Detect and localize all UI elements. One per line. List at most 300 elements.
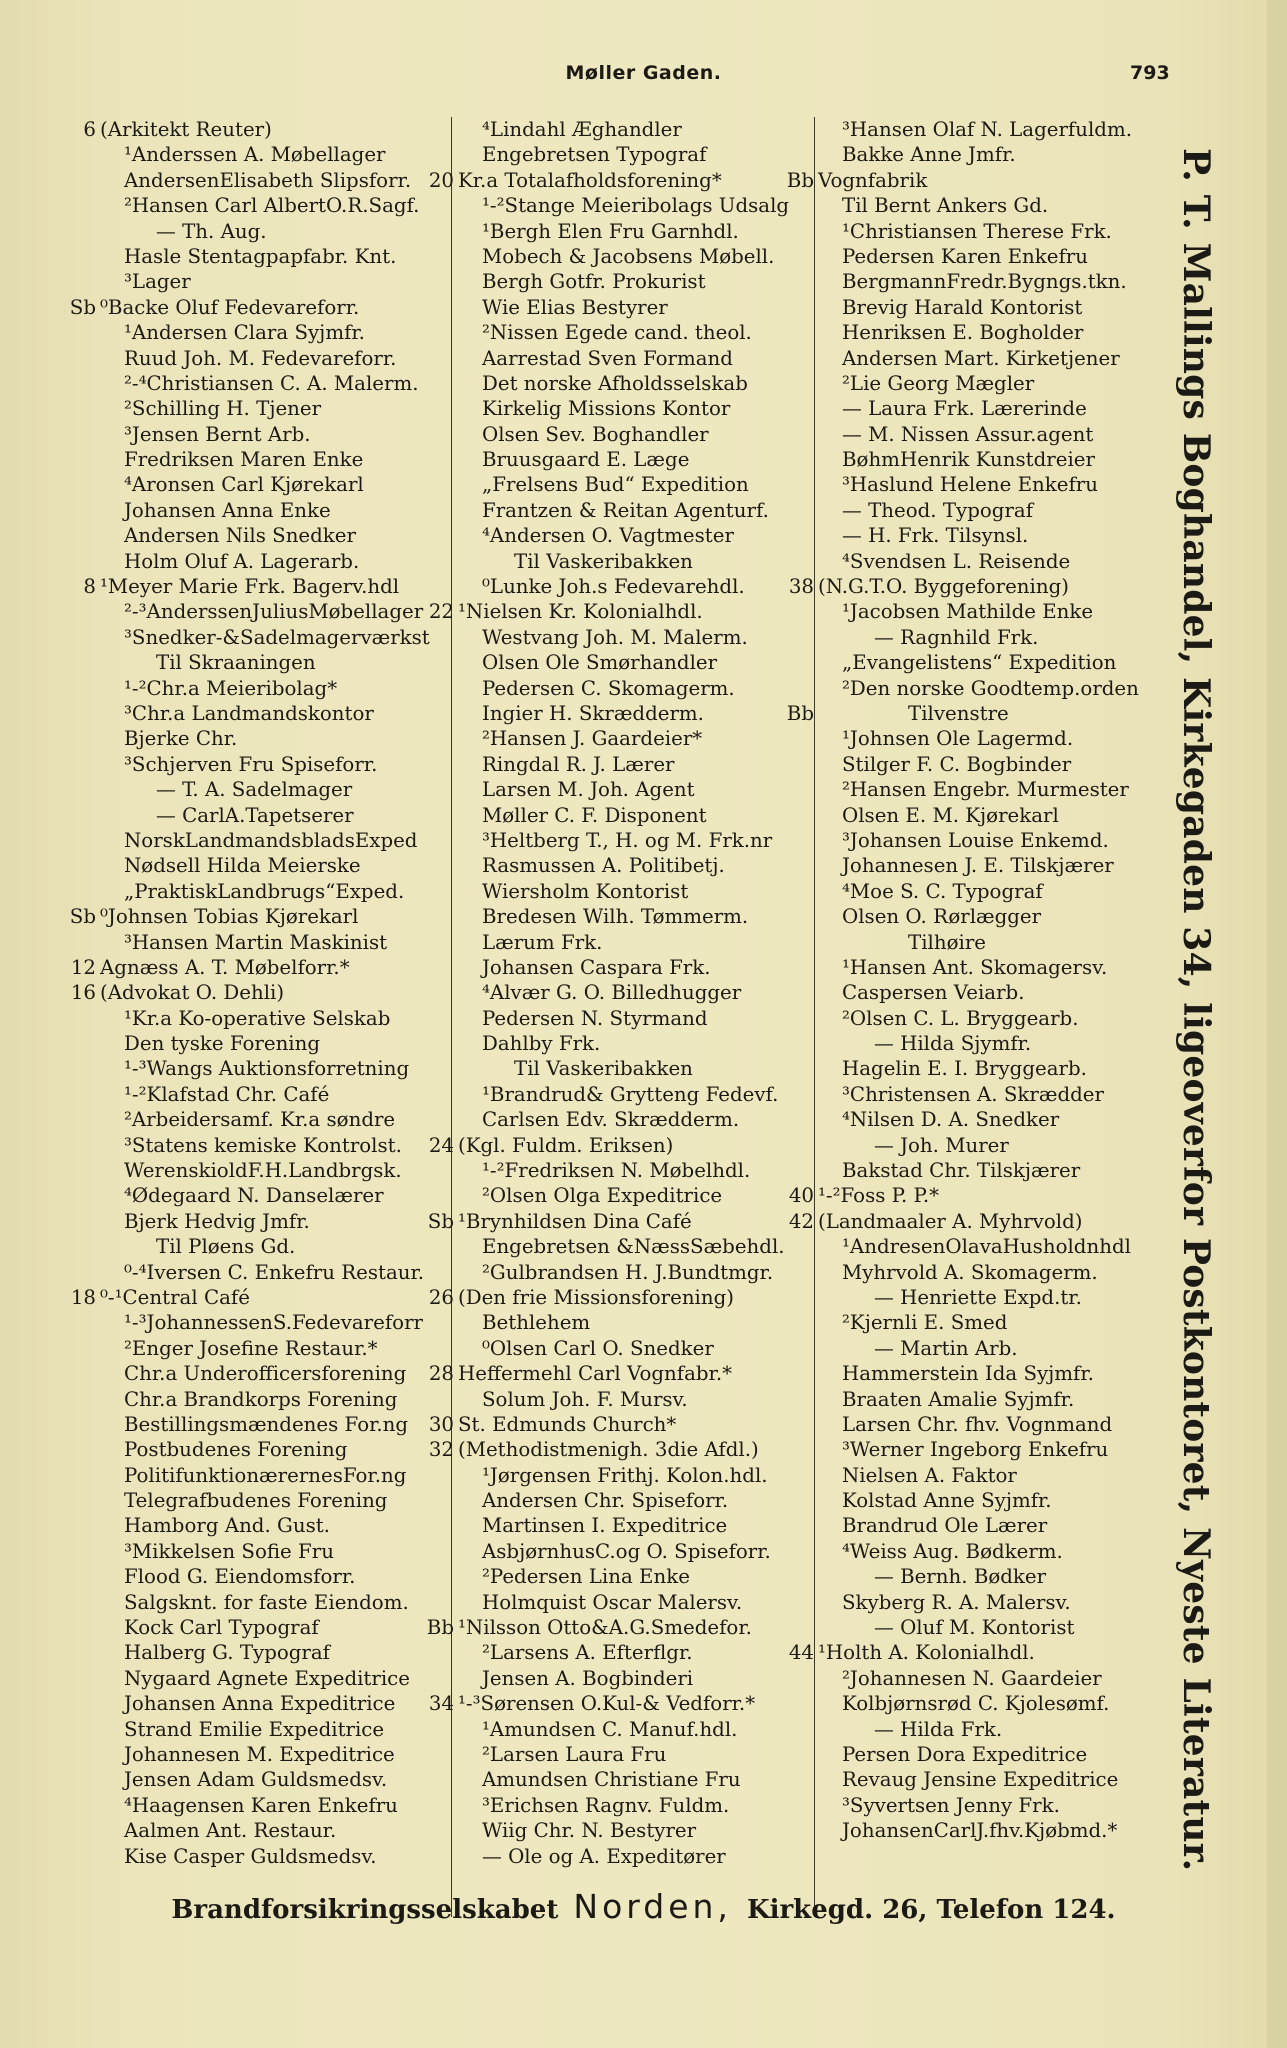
entry-text: Aalmen Ant. Restaur. — [124, 1819, 337, 1843]
directory-entry — [818, 295, 1174, 320]
entry-text: Andersen Mart. Kirketjener — [842, 346, 1120, 370]
entry-text: Kock Carl Typograf — [124, 1616, 319, 1640]
entry-text: Kolstad Anne Syjmfr. — [842, 1489, 1052, 1513]
directory-entry — [458, 142, 810, 167]
entry-text: ²Schilling H. Tjener — [124, 397, 322, 421]
directory-entry — [428, 1691, 810, 1716]
house-number: 34 — [428, 1692, 454, 1716]
entry-text: — Ragnhild Frk. — [874, 625, 1039, 649]
entry-text: ³Mikkelsen Sofie Fru — [124, 1539, 334, 1563]
directory-entry — [818, 1260, 1174, 1285]
entry-text: — M. Nissen Assur.agent — [842, 422, 1094, 446]
entry-text: Engebretsen &NæssSæbehdl. — [482, 1235, 785, 1259]
entry-text: Mobech & Jacobsens Møbell. — [482, 244, 775, 268]
entry-text: ¹Meyer Marie Frk. Bagerv.hdl — [100, 575, 400, 599]
entry-text: Brandrud Ole Lærer — [842, 1514, 1048, 1538]
house-number: 42 — [788, 1209, 814, 1233]
house-number: 28 — [428, 1362, 454, 1386]
entry-text: Wiig Chr. N. Bestyrer — [482, 1819, 697, 1843]
directory-entry — [458, 828, 810, 853]
directory-entry — [100, 422, 452, 447]
directory-entry — [458, 625, 810, 650]
directory-entry — [458, 879, 810, 904]
directory-entry — [818, 320, 1174, 345]
directory-entry — [818, 1031, 1174, 1056]
directory-entry — [458, 1742, 810, 1767]
entry-text: (Arkitekt Reuter) — [100, 118, 272, 141]
house-number: 22 — [428, 600, 454, 624]
entry-text: Stilger F. C. Bogbinder — [842, 752, 1072, 776]
directory-entry — [818, 523, 1174, 548]
directory-entry — [100, 346, 452, 371]
directory-entry — [458, 1234, 810, 1259]
entry-text: Til Vaskeribakken — [514, 1057, 693, 1081]
entry-text: Bethlehem — [482, 1311, 591, 1335]
directory-entry — [818, 904, 1174, 929]
entry-text: ¹Andersen Clara Syjmfr. — [124, 321, 365, 345]
entry-text: ⁴Ødegaard N. Danselærer — [124, 1184, 384, 1208]
entry-text: Johannesen M. Expeditrice — [124, 1743, 395, 1766]
directory-entry — [818, 1691, 1174, 1716]
directory-entry — [818, 625, 1174, 650]
entry-text: ²Larsen Laura Fru — [482, 1743, 667, 1766]
house-number: Bb — [426, 1616, 454, 1640]
entry-text: ³Hansen Martin Maskinist — [124, 930, 388, 954]
directory-entry — [100, 1513, 452, 1538]
entry-text: Pedersen N. Styrmand — [482, 1006, 708, 1030]
directory-entry — [818, 1336, 1174, 1361]
entry-text: Halberg G. Typograf — [124, 1641, 330, 1665]
entry-text: — Ole og A. Expeditører — [482, 1844, 726, 1868]
entry-text: ³Hansen Olaf N. Lagerfuldm. — [842, 118, 1133, 141]
directory-entry — [818, 422, 1174, 447]
entry-text: ²Arbeidersamf. Kr.a søndre — [124, 1108, 396, 1132]
entry-text: ⁰Lunke Joh.s Fedevarehdl. — [482, 575, 745, 599]
directory-entry — [458, 1666, 810, 1691]
directory-entry — [100, 244, 452, 269]
house-number: 40 — [788, 1184, 814, 1208]
directory-entry — [818, 447, 1174, 472]
directory-entry — [818, 930, 1174, 955]
directory-entry — [458, 803, 810, 828]
entry-text: — Martin Arb. — [874, 1336, 1018, 1360]
entry-text: Bjerke Chr. — [124, 727, 238, 751]
entry-text: — Theod. Typograf — [842, 498, 1034, 522]
directory-entry — [458, 1158, 810, 1183]
entry-text: ⁴Haagensen Karen Enkefru — [124, 1793, 398, 1817]
directory-entry — [458, 1767, 810, 1792]
entry-text: ²Den norske Goodtemp.orden — [842, 676, 1139, 700]
directory-entry — [786, 168, 1174, 193]
directory-entry — [83, 574, 452, 599]
directory-entry — [458, 1082, 810, 1107]
entry-text: ⁴Moe S. C. Typograf — [842, 879, 1043, 903]
entry-text: ²Hansen Engebr. Murmester — [842, 778, 1129, 802]
entry-text: BergmannFredr.Bygngs.tkn. — [842, 270, 1127, 294]
entry-text: Til Pløens Gd. — [156, 1235, 296, 1259]
directory-entry — [818, 980, 1174, 1005]
entry-text: Johansen Anna Enke — [124, 498, 331, 522]
entry-text: Bjerk Hedvig Jmfr. — [124, 1209, 310, 1233]
directory-entry — [458, 777, 810, 802]
directory-entry — [458, 1387, 810, 1412]
entry-text: „Evangelistens“ Expedition — [842, 651, 1117, 675]
entry-text: Olsen O. Rørlægger — [842, 905, 1042, 929]
entry-text: Olsen Ole Smørhandler — [482, 651, 718, 675]
directory-entry — [100, 193, 452, 218]
directory-entry — [428, 1437, 810, 1462]
entry-text: (Landmaaler A. Myhrvold) — [818, 1209, 1083, 1233]
entry-text: Bredesen Wilh. Tømmerm. — [482, 905, 749, 929]
house-number: 30 — [428, 1412, 454, 1436]
house-number: 6 — [83, 118, 96, 141]
directory-entry — [818, 193, 1174, 218]
entry-text: Ringdal R. J. Lærer — [482, 752, 675, 776]
entry-text: — T. A. Sadelmager — [156, 778, 353, 802]
directory-entry — [818, 1488, 1174, 1513]
entry-text: ¹-³JohannessenS.Fedevareforr — [124, 1311, 423, 1335]
directory-entry — [100, 142, 452, 167]
page-edge — [1267, 0, 1287, 2048]
directory-entry — [100, 1717, 452, 1742]
directory-entry — [458, 447, 810, 472]
directory-entry — [818, 955, 1174, 980]
directory-entry — [428, 1412, 810, 1437]
directory-entry — [100, 1488, 452, 1513]
directory-entry — [788, 1640, 1174, 1665]
directory-entry — [458, 1844, 810, 1869]
entry-text: Myhrvold A. Skomagerm. — [842, 1260, 1098, 1284]
directory-entry — [818, 498, 1174, 523]
entry-text: ²Enger Josefine Restaur.* — [124, 1336, 378, 1360]
entry-text: ²Lie Georg Mægler — [842, 371, 1035, 395]
entry-text: ¹-²Fredriksen N. Møbelhdl. — [482, 1159, 751, 1183]
directory-entry — [818, 1742, 1174, 1767]
directory-entry — [458, 1463, 810, 1488]
entry-text: — H. Frk. Tilsynsl. — [842, 524, 1029, 548]
directory-entry — [100, 1793, 452, 1818]
directory-entry — [788, 1183, 1174, 1208]
directory-entry — [100, 1437, 452, 1462]
entry-text: ¹Brandrud& Grytteng Fedevf. — [482, 1082, 779, 1106]
directory-entry — [100, 1539, 452, 1564]
directory-entry — [100, 1691, 452, 1716]
directory-entry — [428, 599, 810, 624]
directory-entry — [428, 1285, 810, 1310]
entry-text: ⁰Olsen Carl O. Snedker — [482, 1336, 714, 1360]
footer-advertisement — [0, 1887, 1287, 1926]
entry-text: Telegrafbudenes Forening — [124, 1489, 388, 1513]
entry-text: ²Gulbrandsen H. J.Bundtmgr. — [482, 1260, 774, 1284]
entry-text: Hasle Stentagpapfabr. Knt. — [124, 244, 397, 268]
directory-entry — [458, 1310, 810, 1335]
directory-entry — [818, 1818, 1174, 1843]
directory-column-3 — [786, 117, 1174, 1844]
directory-entry — [100, 523, 452, 548]
footer-prefix: Brandforsikringsselskabet — [171, 1895, 559, 1925]
directory-entry — [458, 1590, 810, 1615]
directory-entry — [100, 549, 452, 574]
entry-text: Bergh Gotfr. Prokurist — [482, 270, 706, 294]
entry-text: ¹Anderssen A. Møbellager — [124, 143, 386, 167]
entry-text: (N.G.T.O. Byggeforening) — [818, 575, 1069, 599]
entry-text: Bakke Anne Jmfr. — [842, 143, 1016, 167]
directory-entry — [100, 676, 452, 701]
directory-entry — [458, 244, 810, 269]
directory-entry — [458, 853, 810, 878]
entry-text: ¹-²Stange Meieribolags Udsalg — [482, 194, 790, 218]
entry-text: St. Edmunds Church* — [458, 1412, 677, 1436]
directory-entry — [458, 396, 810, 421]
directory-entry — [100, 1564, 452, 1589]
entry-text: ¹-²Klafstad Chr. Café — [124, 1082, 330, 1106]
entry-text: ¹Kr.a Ko-operative Selskab — [124, 1006, 391, 1030]
entry-text: ¹-²Foss P. P.* — [818, 1184, 940, 1208]
directory-entry — [786, 701, 1174, 726]
directory-entry — [100, 1031, 452, 1056]
entry-text: NorskLandmandsbladsExped — [124, 828, 418, 852]
entry-text: ¹Hansen Ant. Skomagersv. — [842, 955, 1108, 979]
directory-entry — [458, 676, 810, 701]
entry-text: Nielsen A. Faktor — [842, 1463, 1017, 1487]
directory-entry — [818, 244, 1174, 269]
entry-text: ²Pedersen Lina Enke — [482, 1565, 690, 1589]
directory-entry — [458, 752, 810, 777]
directory-entry — [458, 1260, 810, 1285]
entry-text: Strand Emilie Expeditrice — [124, 1717, 385, 1741]
entry-text: Larsen Chr. fhv. Vognmand — [842, 1412, 1113, 1436]
directory-entry — [100, 752, 452, 777]
entry-text: Møller C. F. Disponent — [482, 803, 707, 827]
directory-entry — [70, 1285, 452, 1310]
entry-text: Revaug Jensine Expeditrice — [842, 1768, 1119, 1792]
directory-entry — [100, 625, 452, 650]
house-number: 12 — [70, 955, 96, 979]
directory-entry — [458, 1107, 810, 1132]
entry-text: Persen Dora Expeditrice — [842, 1743, 1088, 1766]
entry-text: ³Jensen Bernt Arb. — [124, 422, 311, 446]
entry-text: Kirkelig Missions Kontor — [482, 397, 731, 421]
directory-entry — [818, 599, 1174, 624]
entry-text: ⁴Lindahl Æghandler — [482, 118, 682, 141]
entry-text: Jensen A. Bogbinderi — [482, 1666, 694, 1690]
directory-entry — [788, 574, 1174, 599]
entry-text: ³Haslund Helene Enkefru — [842, 473, 1098, 497]
entry-text: ¹Johnsen Ole Lagermd. — [842, 727, 1074, 751]
directory-entry — [818, 396, 1174, 421]
directory-entry — [458, 193, 810, 218]
entry-text: ³Chr.a Landmandskontor — [124, 701, 374, 725]
directory-entry — [818, 1387, 1174, 1412]
entry-text: ²Nissen Egede cand. theol. — [482, 321, 752, 345]
directory-entry — [458, 1564, 810, 1589]
entry-text: Skyberg R. A. Malersv. — [842, 1590, 1071, 1614]
directory-entry — [458, 1488, 810, 1513]
entry-text: ²-³AnderssenJuliusMøbellager — [124, 600, 424, 624]
directory-entry — [100, 1387, 452, 1412]
directory-entry — [100, 930, 452, 955]
house-number: 38 — [788, 575, 814, 599]
directory-entry — [818, 853, 1174, 878]
directory-entry — [100, 269, 452, 294]
directory-entry — [458, 549, 810, 574]
entry-text: — Hilda Sjymfr. — [874, 1032, 1032, 1056]
directory-entry — [818, 1463, 1174, 1488]
directory-entry — [458, 1031, 810, 1056]
entry-text: ³Schjerven Fru Spiseforr. — [124, 752, 378, 776]
directory-entry — [100, 219, 452, 244]
directory-entry — [458, 117, 810, 142]
directory-entry — [70, 980, 452, 1005]
directory-entry — [100, 1209, 452, 1234]
directory-entry — [100, 1082, 452, 1107]
entry-text: ¹Amundsen C. Manuf.hdl. — [482, 1717, 738, 1741]
entry-text: ²Hansen J. Gaardeier* — [482, 727, 703, 751]
entry-text: ¹Christiansen Therese Frk. — [842, 219, 1112, 243]
entry-text: Braaten Amalie Syjmfr. — [842, 1387, 1075, 1411]
directory-entry — [818, 1615, 1174, 1640]
directory-entry — [818, 269, 1174, 294]
directory-entry — [100, 1310, 452, 1335]
entry-text: PolitifunktionærernesFor.ng — [124, 1463, 407, 1487]
directory-column-1 — [69, 117, 452, 1869]
entry-text: ²Larsens A. Efterflgr. — [482, 1641, 693, 1665]
footer-brand: Norden, — [573, 1887, 732, 1926]
directory-entry — [458, 955, 810, 980]
entry-text: Bakstad Chr. Tilskjærer — [842, 1159, 1081, 1183]
entry-text: JohansenCarlJ.fhv.Kjøbmd.* — [842, 1819, 1118, 1843]
house-number: Sb — [69, 295, 96, 319]
entry-text: Larsen M. Joh. Agent — [482, 778, 695, 802]
entry-text: BøhmHenrik Kunstdreier — [842, 448, 1095, 472]
directory-entry — [818, 1310, 1174, 1335]
entry-text: ³Heltberg T., H. og M. Frk.nr — [482, 828, 773, 852]
directory-entry — [818, 777, 1174, 802]
entry-text: Carlsen Edv. Skrædderm. — [482, 1108, 740, 1132]
entry-text: Rasmussen A. Politibetj. — [482, 854, 725, 878]
entry-text: Ruud Joh. M. Fedevareforr. — [124, 346, 397, 370]
directory-entry — [818, 219, 1174, 244]
directory-entry — [458, 1640, 810, 1665]
directory-entry — [818, 828, 1174, 853]
directory-entry — [458, 726, 810, 751]
page-number: 793 — [1130, 62, 1170, 84]
entry-text: ³Syvertsen Jenny Frk. — [842, 1793, 1060, 1817]
directory-entry — [458, 523, 810, 548]
entry-text: ¹Nilsson Otto&A.G.Smedefor. — [458, 1616, 752, 1640]
directory-entry — [818, 1107, 1174, 1132]
entry-text: — Bernh. Bødker — [874, 1565, 1047, 1589]
entry-text: ³Christensen A. Skrædder — [842, 1082, 1104, 1106]
entry-text: ³Erichsen Ragnv. Fuldm. — [482, 1793, 730, 1817]
directory-entry — [69, 904, 452, 929]
entry-text: ³Lager — [124, 270, 191, 294]
house-number: 8 — [83, 575, 96, 599]
entry-text: — Joh. Murer — [874, 1133, 1009, 1157]
entry-text: Pedersen Karen Enkefru — [842, 244, 1088, 268]
directory-entry — [458, 574, 810, 599]
directory-entry — [100, 1056, 452, 1081]
entry-text: Nygaard Agnete Expeditrice — [124, 1666, 410, 1690]
house-number: 44 — [788, 1641, 814, 1665]
directory-entry — [458, 371, 810, 396]
directory-entry — [100, 1590, 452, 1615]
directory-entry — [100, 1006, 452, 1031]
entry-text: ⁰-⁴Iversen C. Enkefru Restaur. — [124, 1260, 425, 1284]
entry-text: Engebretsen Typograf — [482, 143, 707, 167]
directory-entry — [818, 1717, 1174, 1742]
entry-text: (Methodistmenigh. 3die Afdl.) — [458, 1438, 759, 1462]
entry-text: ⁴Svendsen L. Reisende — [842, 549, 1071, 573]
directory-entry — [100, 1615, 452, 1640]
entry-text: ²Hansen Carl AlbertO.R.Sagf. — [124, 194, 420, 218]
entry-text: ⁰-¹Central Café — [100, 1285, 250, 1309]
directory-entry — [458, 1056, 810, 1081]
entry-text: ⁴Nilsen D. A. Snedker — [842, 1108, 1060, 1132]
directory-entry — [458, 1183, 810, 1208]
entry-text: ¹-³Wangs Auktionsforretning — [124, 1057, 410, 1081]
entry-text: ¹-²Chr.a Meieribolag* — [124, 676, 338, 700]
entry-text: Til Vaskeribakken — [514, 549, 693, 573]
entry-text: ²-⁴Christiansen C. A. Malerm. — [124, 371, 419, 395]
entry-text: Bruusgaard E. Læge — [482, 448, 690, 472]
house-number: 18 — [70, 1285, 96, 1309]
entry-text: ¹Jørgensen Frithj. Kolon.hdl. — [482, 1463, 768, 1487]
directory-entry — [818, 1437, 1174, 1462]
directory-entry — [100, 1463, 452, 1488]
entry-text: Kise Casper Guldsmedsv. — [124, 1844, 377, 1868]
directory-entry — [458, 1006, 810, 1031]
entry-text: Hagelin E. I. Bryggearb. — [842, 1057, 1087, 1081]
directory-entry — [100, 726, 452, 751]
entry-text: Jensen Adam Guldsmedsv. — [124, 1768, 388, 1792]
entry-text: Olsen E. M. Kjørekarl — [842, 803, 1059, 827]
entry-text: Johansen Anna Expeditrice — [124, 1692, 396, 1716]
entry-text: Holm Oluf A. Lagerarb. — [124, 549, 360, 573]
entry-text: Salgsknt. for faste Eiendom. — [124, 1590, 409, 1614]
directory-entry — [818, 650, 1174, 675]
directory-entry — [818, 1133, 1174, 1158]
entry-text: Fredriksen Maren Enke — [124, 448, 364, 472]
entry-text: ¹AndresenOlavaHusholdnhdl — [842, 1235, 1131, 1259]
directory-entry — [818, 371, 1174, 396]
house-number: 24 — [428, 1133, 454, 1157]
entry-text: Aarrestad Sven Formand — [482, 346, 733, 370]
directory-entry — [458, 219, 810, 244]
directory-entry — [70, 955, 452, 980]
directory-entry — [458, 1793, 810, 1818]
directory-entry — [428, 1361, 810, 1386]
entry-text: Nødsell Hilda Meierske — [124, 854, 361, 878]
entry-text: Caspersen Veiarb. — [842, 981, 1025, 1005]
entry-text: AndersenElisabeth Slipsforr. — [124, 168, 412, 192]
directory-entry — [100, 1158, 452, 1183]
house-number: Bb — [786, 701, 814, 725]
directory-entry — [458, 498, 810, 523]
directory-entry — [100, 803, 452, 828]
entry-text: Tilhøire — [908, 930, 986, 954]
directory-entry — [100, 1234, 452, 1259]
directory-entry — [818, 1666, 1174, 1691]
directory-entry — [458, 1513, 810, 1538]
entry-text: ³Snedker-&Sadelmagerværkst — [124, 625, 430, 649]
directory-entry — [818, 1006, 1174, 1031]
house-number: 16 — [70, 981, 96, 1005]
entry-text: Hamborg And. Gust. — [124, 1514, 330, 1538]
directory-entry — [458, 295, 810, 320]
directory-entry — [818, 1539, 1174, 1564]
directory-entry — [818, 803, 1174, 828]
